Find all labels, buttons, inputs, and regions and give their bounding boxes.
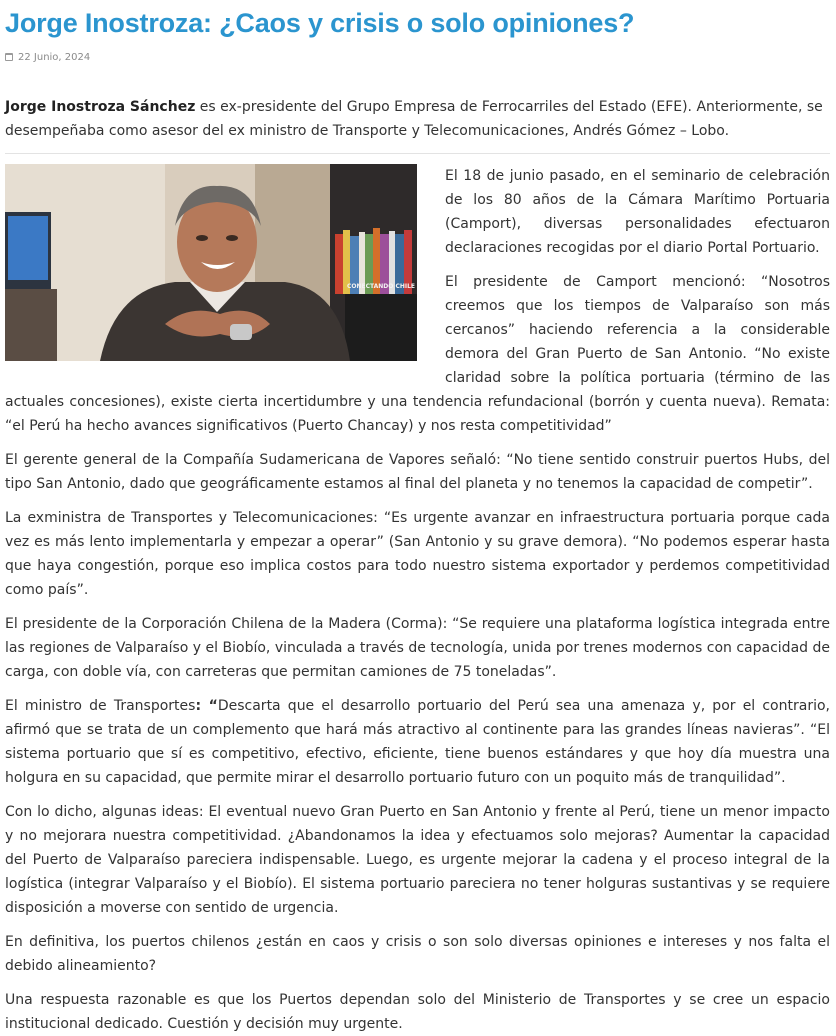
paragraph: El presidente de la Corporación Chilena de la Madera (Corma): “Se requiere una plataforma logística integrada entre las regiones de Valparaíso y el Biobío, vinculada a través de tecnología, unida por trenes modernos con capacidad de carga, con doble vía, con carreteras que permitan camiones de 75 toneladas”.: [5, 616, 830, 680]
separator: [5, 153, 830, 154]
intro-paragraph: [5, 95, 830, 143]
author-name: Jorge Inostroza Sánchez: [5, 99, 196, 115]
paragraph: El presidente de Camport mencionó: “Nosotros creemos que los tiempos de Valparaíso son más cercanos” haciendo referencia a la considerable demora del Gran Puerto de San Antonio. “No existe claridad sobre la política portuaria (término de las actuales concesiones), existe cierta incertidumbre y una tendencia refundacional (borrón y cuenta nueva). Remata: “el Perú ha hecho avances significativos (Puerto Chancay) y nos resta competitividad”: [5, 274, 830, 434]
article-date: 22 Junio, 2024: [18, 51, 91, 63]
portrait-photo: [5, 164, 417, 361]
book-label: CONECTANDO CHILE: [346, 283, 416, 290]
intro-text: es ex-presidente del Grupo Empresa de Ferrocarriles del Estado (EFE). Anteriormente, se desempeñaba como asesor del ex ministro de Transporte y Telecomunicaciones, Andrés Gómez – Lobo.: [5, 99, 823, 139]
article-title: Jorge Inostroza: ¿Caos y crisis o solo opiniones?: [5, 8, 635, 38]
calendar-icon: [5, 53, 13, 61]
article-body: [5, 95, 830, 1036]
paragraph: El gerente general de la Compañía Sudamericana de Vapores señaló: “No tiene sentido construir puertos Hubs, del tipo San Antonio, dado que geográficamente estamos al final del planeta y no tenemos la capacidad de competir”.: [5, 452, 830, 492]
portrait-photo-svg: [5, 164, 417, 361]
minister-lead: El ministro de Transportes: [5, 698, 196, 714]
paragraph: Con lo dicho, algunas ideas: El eventual nuevo Gran Puerto en San Antonio y frente al Perú, tiene un menor impacto y no mejorara nuestra competitividad. ¿Abandonamos la idea y efectuamos solo mejoras? Aumentar la capacidad del Puerto de Valparaíso pareciera indispensable. Luego, es urgente mejorar la cadena y el proceso integral de la logística (integrar Valparaíso y el Biobío). El sistema portuario pareciera no tener holguras sustantivas y se requiere disposición a moverse con sentido de urgencia.: [5, 804, 830, 916]
paragraph: Una respuesta razonable es que los Puertos dependan solo del Ministerio de Transportes y se cree un espacio institucional dedicado. Cuestión y decisión muy urgente.: [5, 992, 830, 1032]
minister-quote-mark: : “: [195, 698, 218, 714]
minister-paragraph: [5, 694, 830, 790]
minister-text: Descarta que el desarrollo portuario del Perú sea una amenaza y, por el contrario, afirmó que se trata de un complemento que hará más atractivo al continente para las grandes líneas navieras”. “El sistema portuario que sí es competitivo, efectivo, eficiente, tiene buenos estándares y que hoy día muestra una holgura en su capacidad, que permite mirar el desarrollo portuario futuro con un poquito más de tranquilidad”.: [5, 698, 830, 786]
article-meta: [5, 50, 830, 64]
paragraph: En definitiva, los puertos chilenos ¿están en caos y crisis o son solo diversas opiniones e intereses y nos falta el debido alineamiento?: [5, 934, 830, 974]
paragraph: El 18 de junio pasado, en el seminario de celebración de los 80 años de la Cámara Marítimo Portuaria (Camport), diversas personalidades efectuaron declaraciones recogidas por el diario Portal Portuario.: [445, 168, 830, 256]
paragraph: La exministra de Transportes y Telecomunicaciones: “Es urgente avanzar en infraestructura portuaria porque cada vez es más lento implementarla y empezar a operar” (San Antonio y su grave demora). “No podemos esperar hasta que haya congestión, porque eso implica costos para todo nuestro sistema exportador y perdemos competitividad como país”.: [5, 510, 830, 598]
